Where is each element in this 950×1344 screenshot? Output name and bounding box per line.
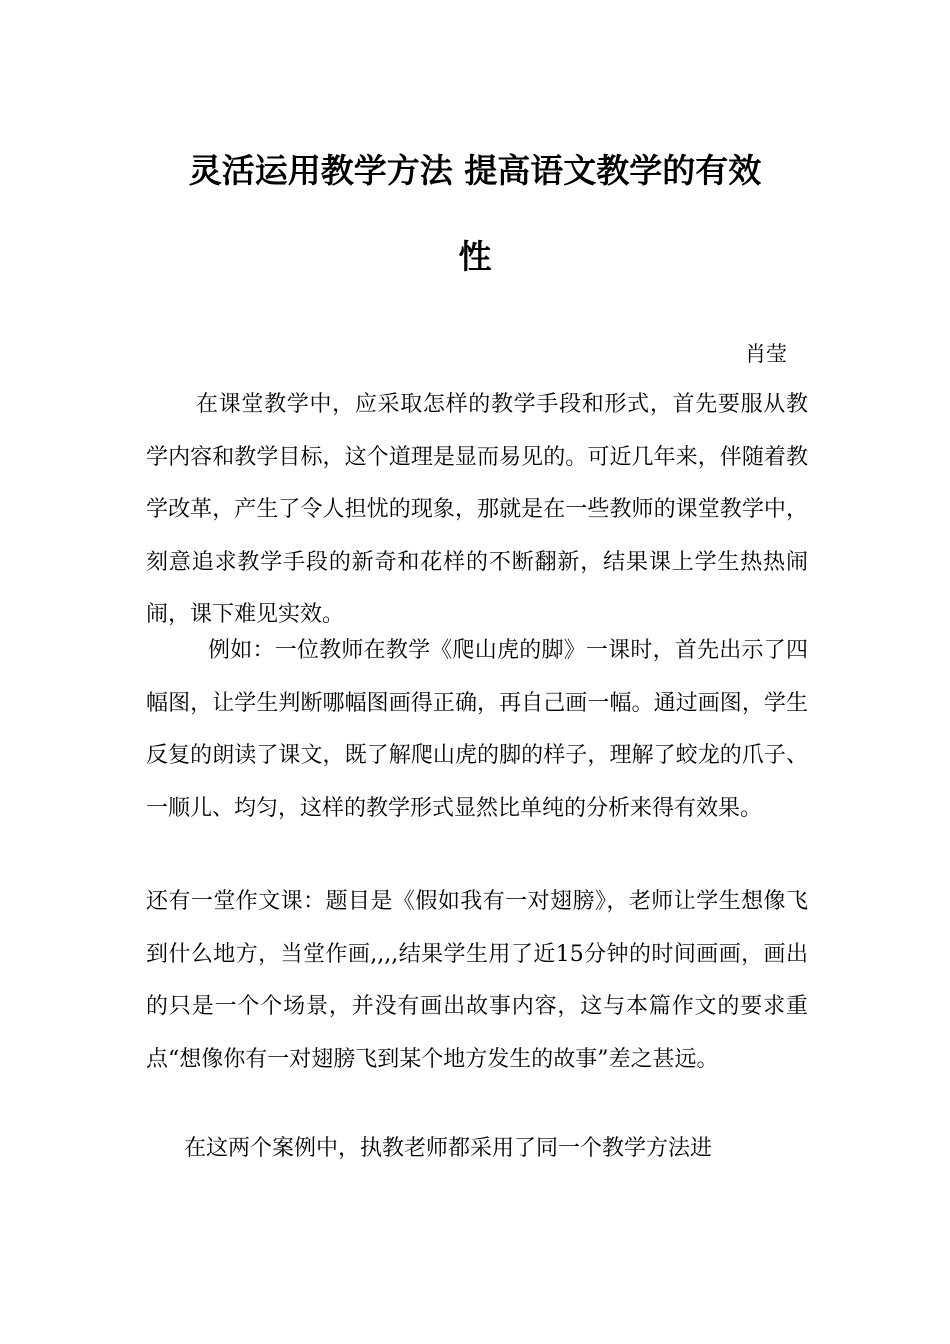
title-line-2: 性 — [458, 237, 492, 276]
paragraph-2: 例如：一位教师在教学《爬山虎的脚》一课时，首先出示了四幅图，让学生判断哪幅图画得正确，再自己画一幅。通过画图，学生反复的朗读了课文，既了解爬山虎的脚的样子，理解了蛟龙的爪子、一顺儿、均匀，这样的教学形式显然比单纯的分析来得有效果。 — [146, 638, 808, 821]
author-name: 肖莹 — [745, 342, 787, 366]
title-line-1: 灵活运用教学方法 提高语文教学的有效 — [188, 151, 762, 190]
paragraph-3: 还有一堂作文课：题目是《假如我有一对翅膀》，老师让学生想像飞到什么地方，当堂作画,,,,结果学生用了近15分钟的时间画画，画出的只是一个个场景，并没有画出故事内容，这与本篇作文的要求重点“想像你有一对翅膀飞到某个地方发生的故事”差之甚远。 — [146, 889, 808, 1072]
paragraph-4: 在这两个案例中，执教老师都采用了同一个教学方法进 — [184, 1136, 713, 1161]
paragraph-1: 在课堂教学中，应采取怎样的教学手段和形式，首先要服从教学内容和教学目标，这个道理是显而易见的。可近几年来，伴随着教学改革，产生了令人担忧的现象，那就是在一些教师的课堂教学中，刻意追求教学手段的新奇和花样的不断翻新，结果课上学生热热闹闹，课下难见实效。 — [146, 392, 808, 627]
